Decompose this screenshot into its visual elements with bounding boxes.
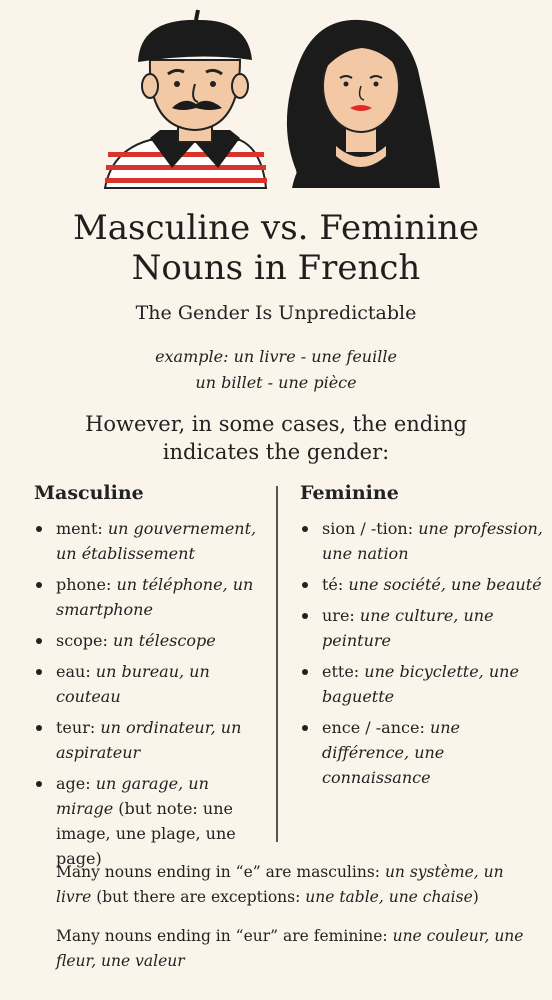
ending: sion / -tion:	[322, 519, 414, 538]
illustration	[0, 0, 552, 200]
page-title	[0, 208, 552, 288]
list-item	[34, 628, 270, 653]
note-exceptions: une table, une chaise	[305, 888, 473, 906]
examples: une société, une beauté	[348, 575, 542, 594]
ending: eau:	[56, 662, 91, 681]
man-illustration	[105, 10, 267, 188]
list-item	[300, 516, 548, 566]
note-examples: une couleur, une fleur, une valeur	[56, 927, 524, 970]
examples: un bureau, un couteau	[56, 662, 210, 706]
subtitle: The Gender Is Unpredictable	[135, 302, 417, 324]
ending: age:	[56, 774, 91, 793]
note-middle: (but there are exceptions:	[96, 888, 301, 906]
feminine-column	[300, 482, 548, 796]
note-text: Many nouns ending in “e” are masculins:	[56, 863, 381, 881]
however-text	[0, 410, 552, 466]
list-item	[300, 572, 548, 597]
examples: un gouvernement, un établissement	[56, 519, 257, 563]
ending: ment:	[56, 519, 103, 538]
list-item	[34, 516, 270, 566]
masculine-list	[34, 516, 270, 871]
examples: un garage, un mirage	[56, 774, 209, 818]
example-line-1: example: un livre - une feuille	[155, 347, 397, 366]
note-masculine-e	[56, 860, 536, 910]
note-feminine-eur	[56, 924, 536, 974]
examples: un ordinateur, un aspirateur	[56, 718, 242, 762]
list-item	[300, 659, 548, 709]
example-block	[0, 344, 552, 396]
ending: ure:	[322, 606, 355, 625]
however-line-1: However, in some cases, the ending	[85, 412, 467, 436]
exception-note: (but note: une image, une plage, une page)	[56, 799, 236, 868]
masculine-heading: Masculine	[34, 482, 144, 504]
ending: phone:	[56, 575, 112, 594]
examples: une culture, une peinture	[322, 606, 494, 650]
list-item	[34, 715, 270, 765]
ending: té:	[322, 575, 344, 594]
list-item	[34, 572, 270, 622]
ending: scope:	[56, 631, 108, 650]
examples: un téléphone, un smartphone	[56, 575, 254, 619]
note-examples: un système, un livre	[56, 863, 504, 906]
ending: teur:	[56, 718, 96, 737]
examples: une différence, une connaissance	[322, 718, 461, 787]
list-item	[300, 715, 548, 790]
note-text: Many nouns ending in “eur” are feminine:	[56, 927, 388, 945]
list-item	[300, 603, 548, 653]
column-divider	[276, 486, 278, 842]
example-line-2: un billet - une pièce	[195, 373, 357, 392]
feminine-heading: Feminine	[300, 482, 399, 504]
list-item	[34, 771, 270, 871]
note-end: )	[472, 888, 479, 906]
feminine-list	[300, 516, 548, 790]
masculine-column	[34, 482, 270, 877]
title-line-2: Nouns in French	[131, 248, 421, 288]
examples: un télescope	[113, 631, 216, 650]
list-item	[34, 659, 270, 709]
title-line-1: Masculine vs. Feminine	[72, 208, 480, 248]
ending: ette:	[322, 662, 360, 681]
examples: une profession, une nation	[322, 519, 543, 563]
woman-illustration	[287, 20, 440, 188]
however-line-2: indicates the gender:	[162, 440, 390, 464]
ending: ence / -ance:	[322, 718, 425, 737]
examples: une bicyclette, une baguette	[322, 662, 519, 706]
